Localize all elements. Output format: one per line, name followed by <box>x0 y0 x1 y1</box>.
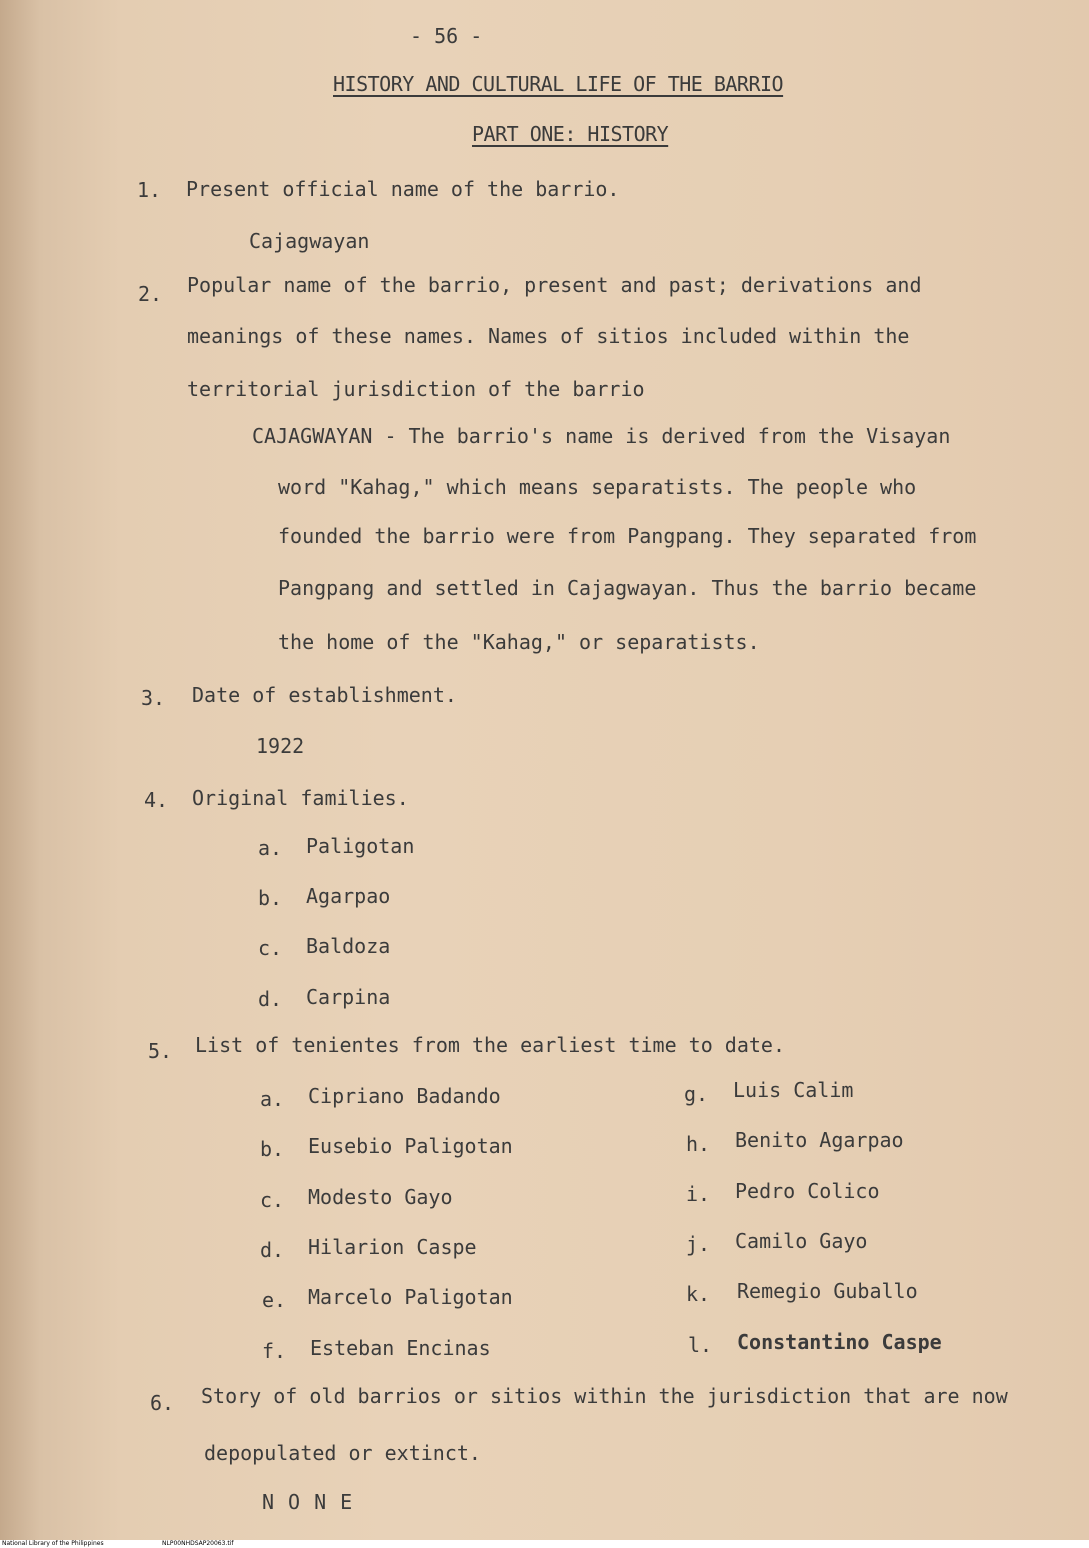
q4-item-letter: a. <box>258 836 283 860</box>
q4-item-name: Carpina <box>306 985 391 1009</box>
page-number: - 56 - <box>410 24 483 48</box>
q2-answer-line: the home of the "Kahag," or separatists. <box>278 630 760 654</box>
q5-left-name: Eusebio Paligotan <box>308 1134 513 1158</box>
q4-item-letter: b. <box>258 886 283 910</box>
q4-item-name: Baldoza <box>306 934 391 958</box>
q2-line: Popular name of the barrio, present and past; derivations and <box>187 273 922 297</box>
q2-line: meanings of these names. Names of sitios included within the <box>187 324 910 348</box>
q5-left-name: Cipriano Badando <box>308 1084 501 1108</box>
q1-text: Present official name of the barrio. <box>186 177 620 201</box>
q4-text: Original families. <box>192 786 409 810</box>
q5-right-letter: l. <box>688 1333 713 1357</box>
q3-answer: 1922 <box>256 734 305 758</box>
q4-item-name: Paligotan <box>306 834 415 858</box>
archive-footer <box>0 1540 1089 1548</box>
q5-right-letter: g. <box>684 1082 709 1106</box>
page-title: HISTORY AND CULTURAL LIFE OF THE BARRIO <box>333 72 784 96</box>
q1-answer: Cajagwayan <box>249 229 370 253</box>
q2-line: territorial jurisdiction of the barrio <box>187 377 645 401</box>
q6-line: depopulated or extinct. <box>204 1441 481 1465</box>
q3-text: Date of establishment. <box>192 683 457 707</box>
section-title: PART ONE: HISTORY <box>472 122 669 146</box>
q5-left-name: Hilarion Caspe <box>308 1235 477 1259</box>
q5-left-letter: f. <box>262 1339 287 1363</box>
q5-right-letter: h. <box>686 1132 711 1156</box>
q5-left-name: Modesto Gayo <box>308 1185 453 1209</box>
q5-right-name: Pedro Colico <box>735 1179 880 1203</box>
q6-answer: NONE <box>262 1490 367 1514</box>
q2-answer-line: CAJAGWAYAN - The barrio's name is derived from the Visayan <box>252 424 951 448</box>
q6-number: 6. <box>150 1391 175 1415</box>
q2-answer-line: word "Kahag," which means separatists. The people who <box>278 475 917 499</box>
q5-right-letter: i. <box>686 1182 711 1206</box>
q4-item-name: Agarpao <box>306 884 391 908</box>
q5-left-name: Marcelo Paligotan <box>308 1285 513 1309</box>
q5-right-name: Benito Agarpao <box>735 1128 904 1152</box>
footer-file: NLP00NHDSAP20063.tif <box>162 1540 234 1547</box>
q5-left-letter: b. <box>260 1137 285 1161</box>
q4-item-letter: d. <box>258 987 283 1011</box>
q5-text: List of tenientes from the earliest time to date. <box>195 1033 786 1057</box>
q2-number: 2. <box>138 282 163 306</box>
q3-number: 3. <box>141 686 166 710</box>
q5-right-name: Constantino Caspe <box>737 1330 942 1354</box>
q5-left-letter: a. <box>260 1087 285 1111</box>
q1-number: 1. <box>137 178 162 202</box>
q5-right-letter: k. <box>686 1282 711 1306</box>
q5-right-letter: j. <box>686 1232 711 1256</box>
footer-library: National Library of the Philippines <box>2 1540 104 1547</box>
q5-left-letter: d. <box>260 1238 285 1262</box>
q5-right-name: Remegio Guballo <box>737 1279 918 1303</box>
q4-number: 4. <box>144 788 169 812</box>
q5-left-letter: c. <box>260 1188 285 1212</box>
q5-left-letter: e. <box>262 1288 287 1312</box>
q2-answer-line: Pangpang and settled in Cajagwayan. Thus the barrio became <box>278 576 977 600</box>
q5-right-name: Camilo Gayo <box>735 1229 868 1253</box>
q4-item-letter: c. <box>258 936 283 960</box>
q5-left-name: Esteban Encinas <box>310 1336 491 1360</box>
q5-right-name: Luis Calim <box>733 1078 854 1102</box>
q6-line: Story of old barrios or sitios within the jurisdiction that are now <box>201 1384 1008 1408</box>
q5-number: 5. <box>148 1039 173 1063</box>
q2-answer-line: founded the barrio were from Pangpang. They separated from <box>278 524 977 548</box>
